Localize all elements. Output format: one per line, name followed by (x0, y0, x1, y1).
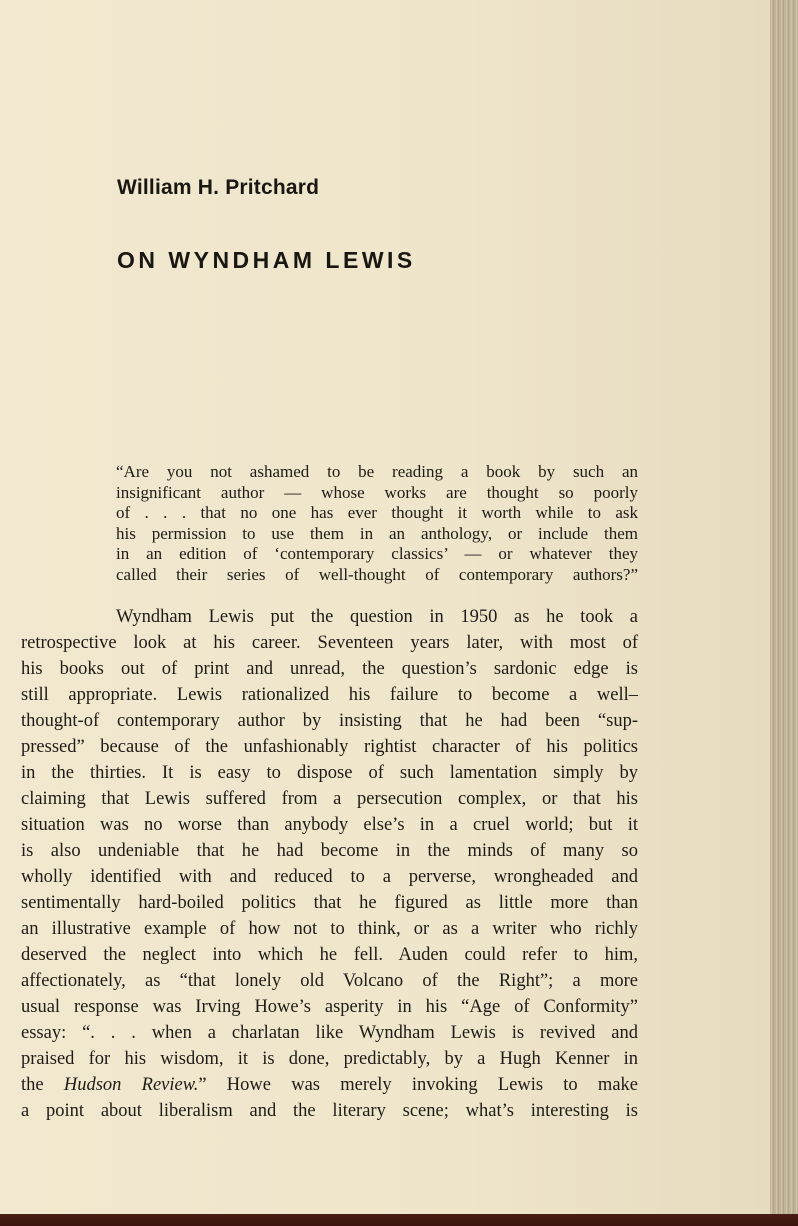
epigraph-line: in an edition of ‘contemporary classics’ — or whatever they (116, 544, 638, 563)
epigraph-line: called their series of well-thought of contemporary authors?” (116, 564, 638, 584)
epigraph-line: insignificant author — whose works are thought so poorly (116, 482, 638, 502)
body-line: a point about liberalism and the literary scene; what’s interesting is (21, 1101, 638, 1121)
epigraph-line: his permission to use them in an anthology, or include them (116, 523, 638, 543)
body-line: is also undeniable that he had become in the minds of many so (21, 841, 638, 861)
body-line: situation was no worse than anybody else’s in a cruel world; but it (21, 815, 638, 835)
body-line: deserved the neglect into which he fell. Auden could refer to him, (21, 945, 638, 965)
body-line: claiming that Lewis suffered from a persecution complex, or that his (21, 789, 638, 809)
body-line: still appropriate. Lewis rationalized his failure to become a well– (21, 685, 638, 705)
body-line: affectionately, as “that lonely old Volcano of the Right”; a more (21, 971, 638, 991)
epigraph-line: “Are you not ashamed to be reading a book by such an (116, 462, 638, 481)
body-line: praised for his wisdom, it is done, predictably, by a Hugh Kenner in (21, 1049, 638, 1069)
body-line-journal (21, 1072, 638, 1098)
body-line: usual response was Irving Howe’s asperity in his “Age of Conformity” (21, 997, 638, 1017)
body-paragraph (21, 604, 638, 1124)
body-line: sentimentally hard-boiled politics that he figured as little more than (21, 893, 638, 913)
body-line: thought-of contemporary author by insisting that he had been “sup- (21, 711, 638, 731)
essay-title: ON WYNDHAM LEWIS (117, 247, 416, 273)
text-fragment: ” Howe was merely invoking Lewis to make (198, 1075, 638, 1095)
book-cover-edge (0, 1214, 798, 1226)
body-line: essay: “. . . when a charlatan like Wyndham Lewis is revived and (21, 1023, 638, 1043)
journal-title: Hudson Review. (63, 1075, 199, 1095)
epigraph-quote (116, 462, 638, 585)
body-line: in the thirties. It is easy to dispose of such lamentation simply by (21, 763, 638, 783)
body-line: wholly identified with and reduced to a perverse, wrongheaded and (21, 867, 638, 887)
body-line: Wyndham Lewis put the question in 1950 as he took a (116, 607, 638, 627)
body-line: an illustrative example of how not to think, or as a writer who richly (21, 919, 638, 939)
body-line: his books out of print and unread, the question’s sardonic edge is (21, 659, 638, 679)
page-edge-stack (770, 0, 798, 1226)
body-line: retrospective look at his career. Seventeen years later, with most of (21, 633, 638, 653)
author-name: William H. Pritchard (117, 176, 320, 199)
epigraph-line: of . . . that no one has ever thought it worth while to ask (116, 503, 638, 522)
text-fragment: the (21, 1075, 44, 1095)
body-line: pressed” because of the unfashionably rightist character of his politics (21, 737, 638, 757)
